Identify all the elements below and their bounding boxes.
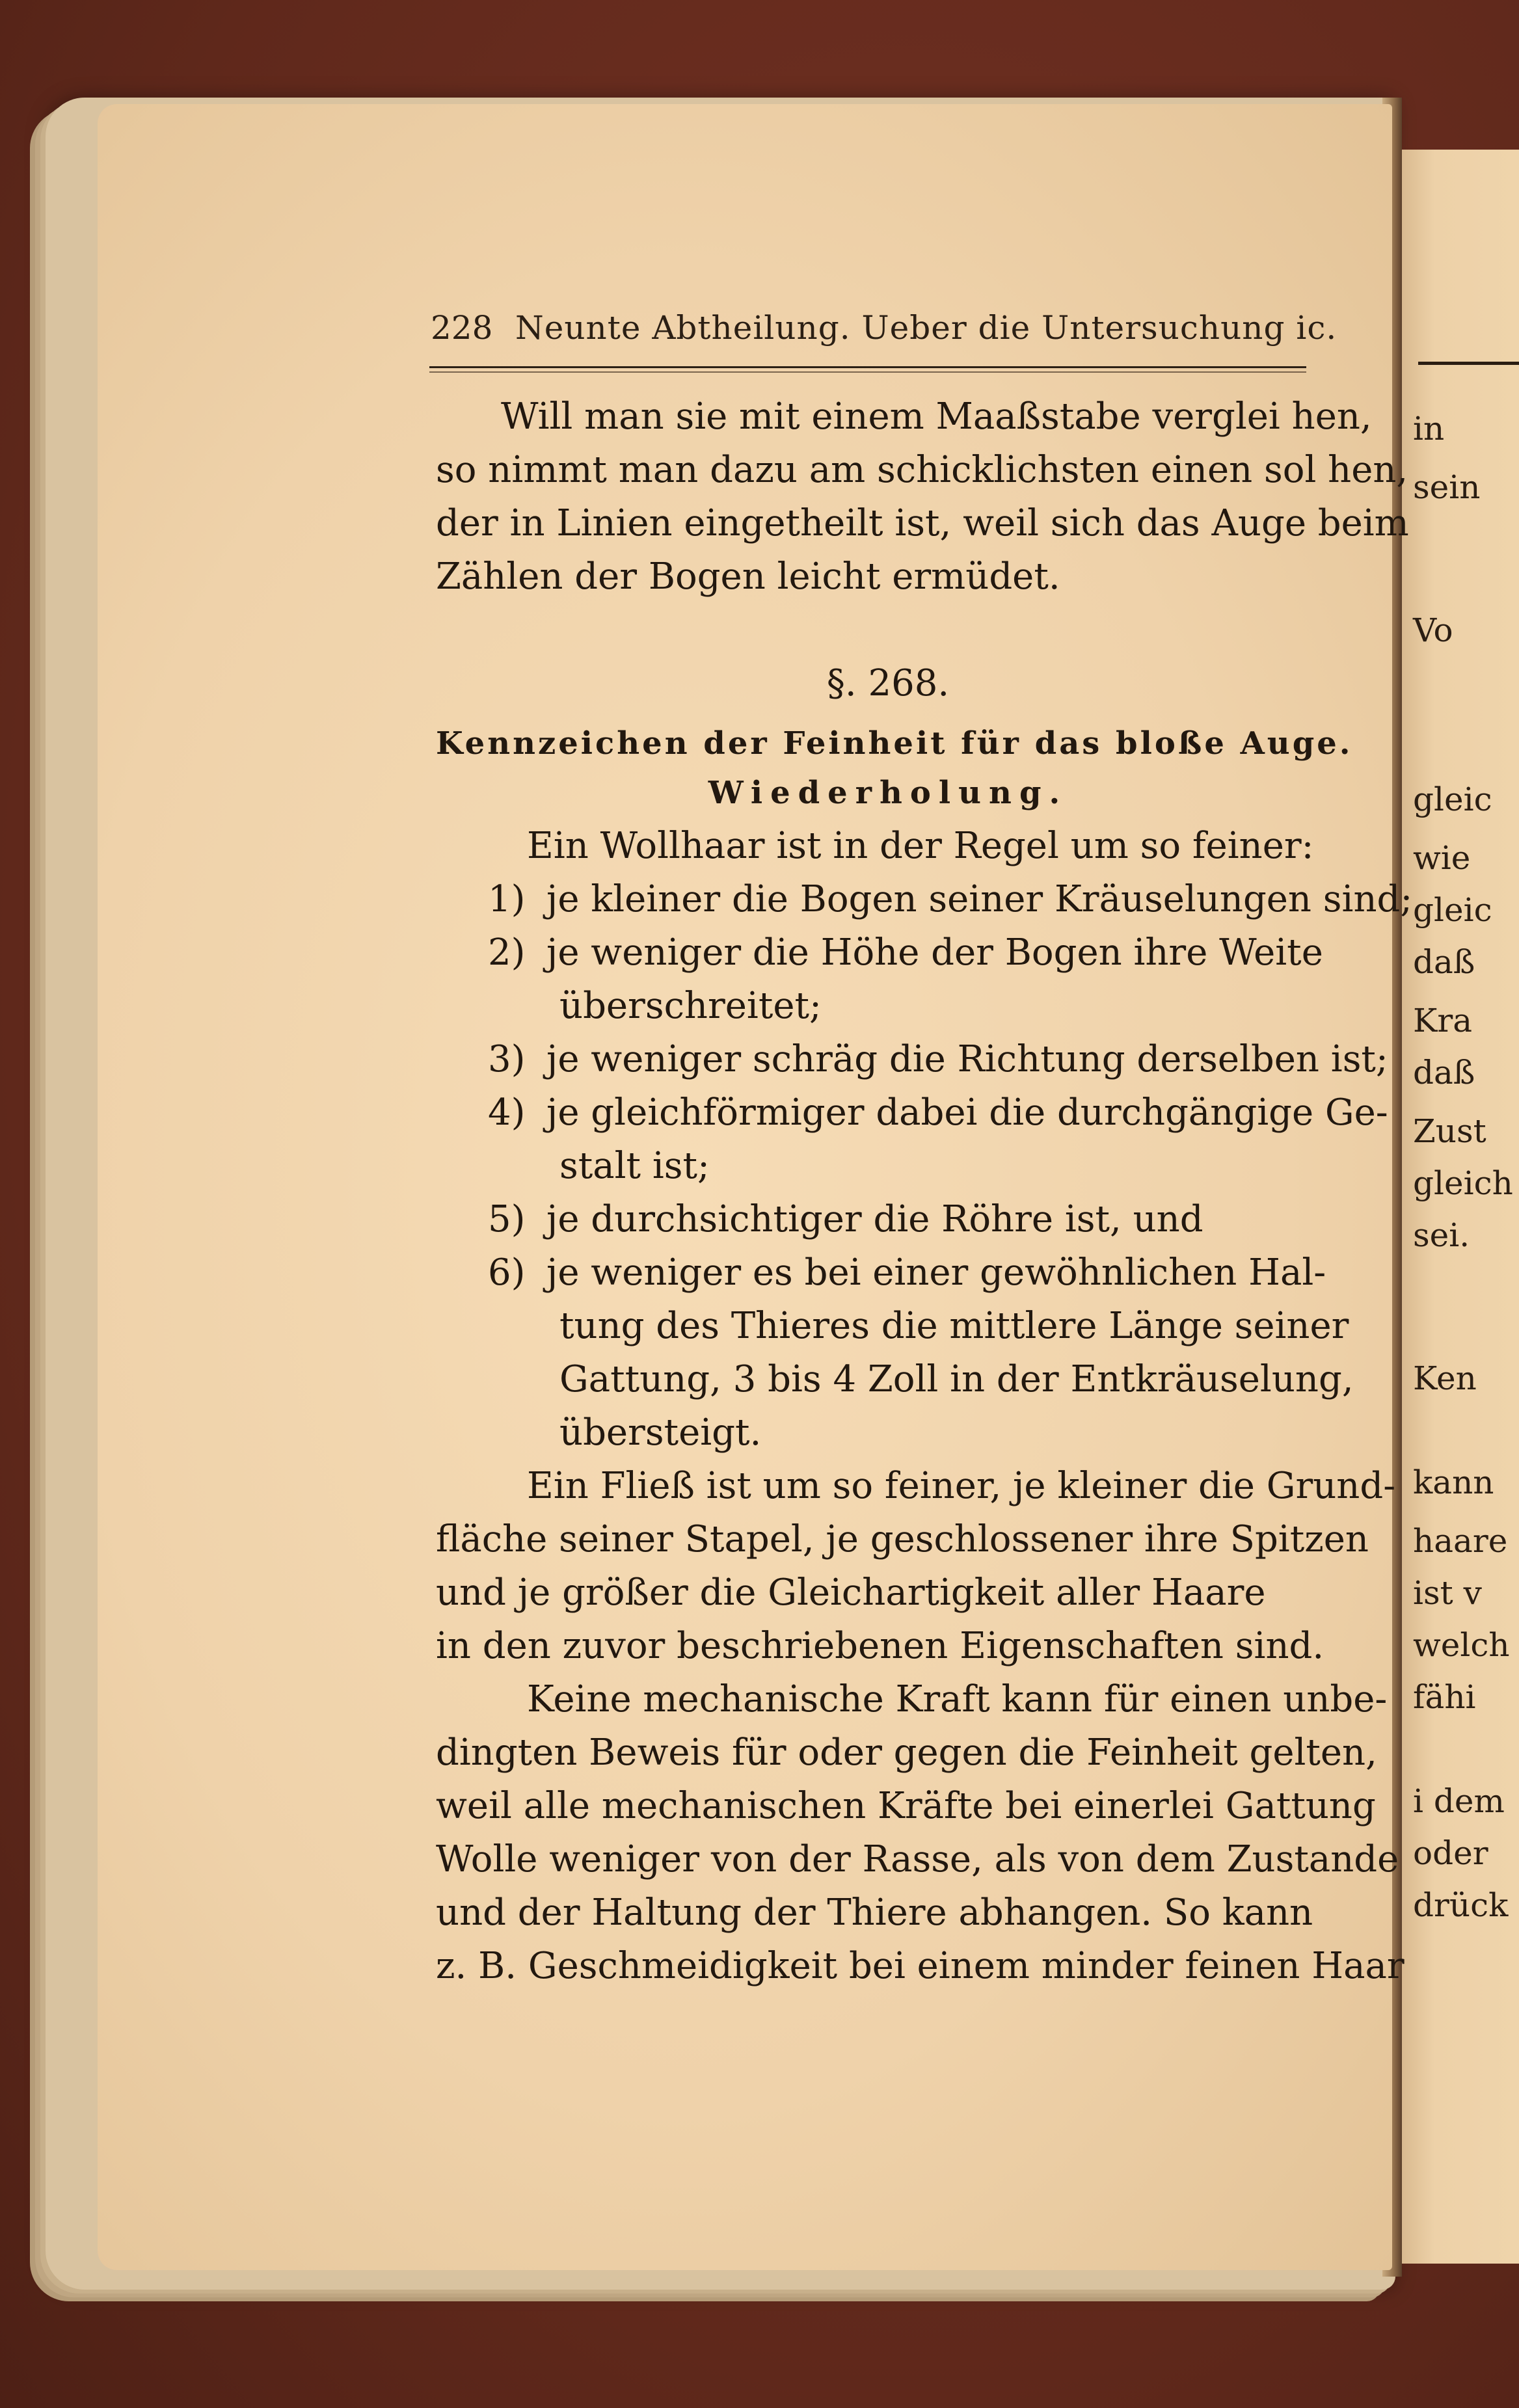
text-line: Will man sie mit einem Maaßstabe verglei hen, bbox=[501, 395, 1372, 438]
facing-page-fragment: gleic bbox=[1413, 891, 1492, 929]
running-head bbox=[431, 309, 1338, 355]
text-line: Keine mechanische Kraft kann für einen unbe- bbox=[527, 1678, 1388, 1720]
facing-page-fragment: oder bbox=[1413, 1834, 1488, 1872]
text-line: Wolle weniger von der Rasse, als von dem Zustande bbox=[436, 1838, 1399, 1880]
facing-page-fragment: haare bbox=[1413, 1522, 1508, 1560]
facing-page-fragment: daß bbox=[1413, 943, 1475, 981]
facing-page-fragment: daß bbox=[1413, 1054, 1475, 1091]
list-item-continuation: überschreitet; bbox=[559, 985, 822, 1027]
list-item: je gleichförmiger dabei die durchgängige Ge- bbox=[546, 1091, 1388, 1134]
text-line: Ein Fließ ist um so feiner, je kleiner die Grund- bbox=[527, 1465, 1396, 1507]
facing-page-fragment: Zust bbox=[1413, 1112, 1486, 1150]
list-item: je durchsichtiger die Röhre ist, und bbox=[546, 1198, 1203, 1240]
facing-page-fragment: wie bbox=[1413, 839, 1471, 877]
list-number: 1) bbox=[488, 878, 526, 920]
facing-page-rule bbox=[1418, 362, 1519, 365]
facing-page-fragment: Vo bbox=[1413, 611, 1453, 649]
facing-page-fragment: kann bbox=[1413, 1464, 1494, 1501]
header-rule bbox=[429, 366, 1306, 368]
facing-page-fragment: drück bbox=[1413, 1886, 1509, 1924]
list-item-continuation: tung des Thieres die mittlere Länge seiner bbox=[559, 1305, 1349, 1347]
page-number: 228 bbox=[431, 309, 493, 347]
section-number: §. 268. bbox=[826, 662, 950, 704]
facing-page-fragment: sein bbox=[1413, 468, 1481, 506]
facing-page-fragment: sei. bbox=[1413, 1216, 1470, 1254]
facing-page-fragment: Ken bbox=[1413, 1359, 1477, 1397]
text-line: dingten Beweis für oder gegen die Feinheit gelten, bbox=[436, 1732, 1377, 1774]
section-heading: Kennzeichen der Feinheit für das bloße Auge. bbox=[436, 725, 1353, 762]
list-item-continuation: Gattung, 3 bis 4 Zoll in der Entkräuselung, bbox=[559, 1358, 1354, 1400]
facing-page-fragment: i dem bbox=[1413, 1782, 1505, 1820]
text-line: der in Linien eingetheilt ist, weil sich das Auge beim bbox=[436, 502, 1409, 544]
list-item-continuation: stalt ist; bbox=[559, 1145, 710, 1187]
list-number: 6) bbox=[488, 1251, 526, 1294]
text-line: und je größer die Gleichartigkeit aller Haare bbox=[436, 1572, 1266, 1614]
facing-page-fragment: welch bbox=[1413, 1626, 1510, 1664]
facing-page-fragment: in bbox=[1413, 410, 1445, 448]
facing-page-fragment: gleic bbox=[1413, 781, 1492, 818]
list-number: 4) bbox=[488, 1091, 526, 1134]
list-number: 2) bbox=[488, 931, 526, 974]
text-line: in den zuvor beschriebenen Eigenschaften sind. bbox=[436, 1625, 1324, 1667]
list-item: je weniger die Höhe der Bogen ihre Weite bbox=[546, 931, 1323, 974]
list-item: je weniger es bei einer gewöhnlichen Hal- bbox=[546, 1251, 1326, 1294]
text-line: und der Haltung der Thiere abhangen. So kann bbox=[436, 1892, 1313, 1934]
list-lead: Ein Wollhaar ist in der Regel um so feiner: bbox=[527, 825, 1314, 867]
facing-page-fragment: ist v bbox=[1413, 1574, 1482, 1612]
text-line: Zählen der Bogen leicht ermüdet. bbox=[436, 555, 1060, 598]
text-line: fläche seiner Stapel, je geschlossener ihre Spitzen bbox=[436, 1518, 1369, 1560]
list-item: je kleiner die Bogen seiner Kräuselungen sind; bbox=[546, 878, 1413, 920]
list-number: 5) bbox=[488, 1198, 526, 1240]
section-subheading: Wiederholung. bbox=[708, 775, 1068, 811]
facing-page-fragment: Kra bbox=[1413, 1002, 1473, 1039]
list-item-continuation: übersteigt. bbox=[559, 1411, 762, 1454]
running-head-title: Neunte Abtheilung. Ueber die Untersuchung ic. bbox=[515, 309, 1338, 347]
facing-page bbox=[1399, 150, 1519, 2264]
header-rule-secondary bbox=[429, 371, 1306, 373]
text-line: weil alle mechanischen Kräfte bei einerlei Gattung bbox=[436, 1785, 1376, 1827]
list-number: 3) bbox=[488, 1038, 526, 1080]
text-line: z. B. Geschmeidigkeit bei einem minder feinen Haar bbox=[436, 1945, 1405, 1987]
facing-page-fragment: gleich bbox=[1413, 1164, 1513, 1202]
list-item: je weniger schräg die Richtung derselben ist; bbox=[546, 1038, 1388, 1080]
text-line: so nimmt man dazu am schicklichsten einen sol hen, bbox=[436, 449, 1408, 491]
facing-page-fragment: fähi bbox=[1413, 1678, 1476, 1716]
